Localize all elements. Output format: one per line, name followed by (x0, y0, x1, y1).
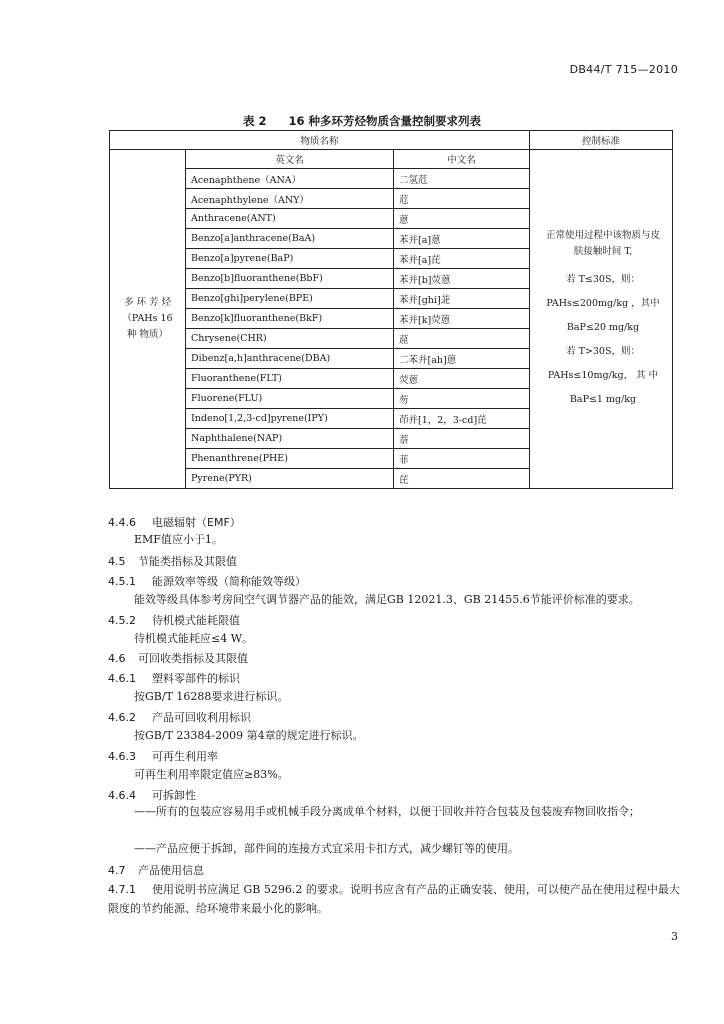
section-heading (108, 670, 240, 686)
section-title: 产品可回收利用标识 (152, 711, 251, 724)
table-cell-cn: 二苯并[ah]蒽 (394, 349, 530, 369)
limit-line: 若 T>30S，则： (566, 346, 640, 357)
section-text: ——所有的包装应容易用手或机械手段分离成单个材料，以便于回收并符合包装及包装废弃物回收指令； (134, 805, 640, 818)
section-heading (108, 553, 237, 569)
table-cell-cn: 芘 (394, 469, 530, 489)
table-cell-cn: 苊 (394, 189, 530, 209)
table-cell-en: Fluorene(FLU) (186, 389, 394, 409)
header-limit: 控制标准 (530, 131, 673, 150)
limit-line: 正常使用过程中该物质与皮肤接触时间 T, (546, 230, 661, 257)
table-cell-en: Benzo[b]fluoranthene(BbF) (186, 269, 394, 289)
table-cell-en: Anthracene(ANT) (186, 209, 394, 229)
limit-cell (530, 150, 673, 489)
section-text: 待机模式能耗应≤4 W。 (134, 632, 254, 645)
header-en: 英文名 (186, 150, 394, 169)
table-cell-cn: 苯并[b]荧蒽 (394, 269, 530, 289)
table-cell-en: Acenaphthene（ANA） (186, 169, 394, 189)
table-cell-cn: 二氢苊 (394, 169, 530, 189)
section-heading (108, 650, 248, 666)
table-cell-en: Phenanthrene(PHE) (186, 449, 394, 469)
section-number: 4.5.2 (108, 614, 136, 627)
section-title: 节能类指标及其限值 (138, 555, 237, 568)
section-number: 4.7.1 (108, 883, 136, 896)
table-cell-en: Dibenz[a,h]anthracene(DBA) (186, 349, 394, 369)
section-heading (108, 748, 218, 764)
table-cell-en: Benzo[ghi]perylene(BPE) (186, 289, 394, 309)
table-cell-en: Benzo[k]fluoranthene(BkF) (186, 309, 394, 329)
section-title: 可拆卸性 (152, 789, 196, 802)
section-title: 可再生利用率 (152, 750, 218, 763)
table-cell-cn: 䓛 (394, 329, 530, 349)
pah-table (109, 130, 673, 489)
section-text: ——产品应便于拆卸，部件间的连接方式宜采用卡扣方式，减少螺钉等的使用。 (134, 842, 519, 855)
table-cell-cn: 苯并[a]芘 (394, 249, 530, 269)
section-text: 可再生利用率限定值应≥83%。 (134, 768, 289, 781)
caption-title: 16 种多环芳烃物质含量控制要求列表 (288, 114, 482, 128)
section-number: 4.5.1 (108, 575, 136, 588)
section-text: 使用说明书应满足 GB 5296.2 的要求。说明书应含有产品的正确安装、使用，可以使产品在使用过程中最大限度的节约能源、给环境带来最小化的影响。 (108, 883, 680, 915)
section-number: 4.6 (108, 652, 126, 665)
section-text: 能效等级具体参考房间空气调节器产品的能效，满足GB 12021.3、GB 21455.6节能评价标准的要求。 (134, 593, 640, 606)
table-cell-en: Naphthalene(NAP) (186, 429, 394, 449)
section-title: 塑料零部件的标识 (152, 672, 240, 685)
table-cell-cn: 蒽 (394, 209, 530, 229)
section-heading (108, 514, 241, 530)
section-number: 4.5 (108, 555, 126, 568)
header-cn: 中文名 (394, 150, 530, 169)
section-heading (108, 573, 306, 589)
section-heading (108, 862, 204, 878)
section-heading (108, 787, 196, 803)
section-text: 按GB/T 16288要求进行标识。 (134, 690, 289, 703)
section-title: 产品使用信息 (138, 864, 204, 877)
section-text: EMF值应小于1。 (134, 533, 223, 546)
table-cell-en: Benzo[a]pyrene(BaP) (186, 249, 394, 269)
limit-line: PAHs≤200mg/kg ，其中 BaP≤20 mg/kg (546, 298, 660, 333)
limit-line: PAHs≤10mg/kg， 其 中 BaP≤1 mg/kg (547, 370, 659, 405)
section-title: 待机模式能耗限值 (152, 614, 240, 627)
table-cell-en: Pyrene(PYR) (186, 469, 394, 489)
section-heading (108, 709, 251, 725)
table-cell-cn: 萘 (394, 429, 530, 449)
section-number: 4.7 (108, 864, 126, 877)
table-cell-cn: 荧蒽 (394, 369, 530, 389)
table-cell-en: Chrysene(CHR) (186, 329, 394, 349)
table-cell-cn: 苯并[ghi]苝 (394, 289, 530, 309)
section-number: 4.6.3 (108, 750, 136, 763)
table-caption (0, 113, 724, 129)
table-cell-cn: 菲 (394, 449, 530, 469)
section-number: 4.6.1 (108, 672, 136, 685)
section-text: 按GB/T 23384-2009 第4章的规定进行标识。 (134, 729, 364, 742)
section-number: 4.6.4 (108, 789, 136, 802)
table-cell-cn: 苯并[k]荧蒽 (394, 309, 530, 329)
table-cell-en: Acenaphthylene（ANY） (186, 189, 394, 209)
section-title: 能源效率等级（简称能效等级） (152, 575, 306, 588)
section-number: 4.6.2 (108, 711, 136, 724)
header-substance: 物质名称 (110, 131, 530, 150)
section-number: 4.4.6 (108, 516, 136, 529)
section-title: 可回收类指标及其限值 (138, 652, 248, 665)
table-cell-en: Fluoranthene(FLT) (186, 369, 394, 389)
table-cell-cn: 苯并[a]蒽 (394, 229, 530, 249)
category-cell: 多 环 芳 烃 （PAHs 16 种 物质） (110, 150, 186, 489)
section-title: 电磁辐射（EMF） (152, 516, 241, 529)
caption-number: 表 2 (242, 114, 267, 128)
table-cell-cn: 芴 (394, 389, 530, 409)
table-cell-cn: 茚并[1，2，3-cd]芘 (394, 409, 530, 429)
table-cell-en: Indeno[1,2,3-cd]pyrene(IPY) (186, 409, 394, 429)
limit-line: 若 T≤30S，则： (566, 274, 640, 285)
page-number: 3 (671, 930, 678, 943)
section-heading (108, 612, 240, 628)
doc-code: DB44/T 715—2010 (569, 63, 678, 76)
section-paragraph (108, 880, 686, 918)
table-cell-en: Benzo[a]anthracene(BaA) (186, 229, 394, 249)
